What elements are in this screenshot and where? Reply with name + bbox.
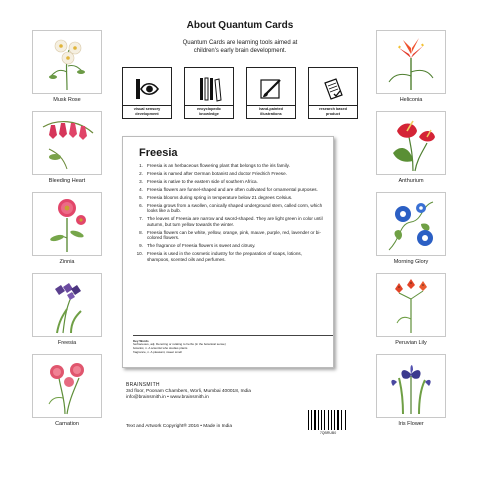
keywords-section — [133, 340, 323, 355]
fact-item: 3. Freesia is native to the eastern side of southern Africa. — [139, 179, 258, 184]
subtitle-line: children's early brain development. — [193, 48, 287, 54]
flower-label: Morning Glory — [393, 259, 429, 265]
freesia-illustration — [37, 275, 97, 335]
flower-card-anthurium — [376, 111, 446, 192]
fact-item: 4. Freesia flowers are funnel-shaped and are often cultivated for ornamental purposes. — [139, 187, 318, 192]
keywords-divider — [133, 335, 333, 336]
barcode-number: 7QBRUB0 — [319, 431, 337, 435]
zinnia-illustration — [37, 194, 97, 254]
fact-item: 5. Freesia blooms during spring in temperature below 21 degrees Celsius. — [139, 195, 293, 200]
copyright-notice: Text and Artwork Copyright® 2016 • Made in India — [126, 424, 233, 429]
flower-card-morning-glory — [376, 192, 446, 273]
publisher-info — [126, 382, 251, 402]
badge-visual-sensory — [122, 67, 172, 119]
brush-icon — [258, 76, 284, 102]
info-card-title: Freesia — [139, 147, 178, 159]
badge-label: encyclopedic — [196, 107, 222, 112]
iris-flower-illustration — [381, 356, 441, 416]
barcode-stripe — [346, 410, 347, 430]
anthurium-illustration — [381, 113, 441, 173]
fact-item: 10. Freesia is used in the cosmetic industry for the preparation of soaps, lotions, shampoos, scented oils and perfumes. — [136, 251, 302, 262]
keyword-entry: fragrance, n. A pleasant, sweet smell — [133, 350, 182, 355]
subtitle-line: Quantum Cards are learning tools aimed at — [182, 40, 298, 46]
badge-label: knowledge — [199, 111, 219, 116]
keywords-title: Key Words — [133, 338, 149, 343]
fact-item: 6. Freesia grows from a swollen, conically shaped underground stem, called corm, which looks like a bulb. — [139, 203, 323, 214]
badge-hand-painted — [246, 67, 296, 119]
flower-label: Freesia — [57, 340, 77, 346]
flower-card-iris-flower — [376, 354, 446, 435]
publisher-name: BRAINSMITH — [126, 382, 160, 388]
badge-label: product — [325, 111, 341, 116]
flower-card-peruvian-lily — [376, 273, 446, 354]
flower-label: Carnation — [55, 421, 79, 427]
page-subtitle — [118, 39, 362, 55]
publisher-address: 3rd floor, Poonam Chambers, Worli, Mumbai 400018, India — [126, 388, 251, 394]
book-icon — [196, 76, 222, 102]
barcode — [308, 410, 348, 438]
fact-item: 1. Freesia is an herbaceous flowering plant that belongs to the iris family. — [139, 163, 290, 168]
badge-label: development — [135, 111, 159, 116]
eye-icon — [134, 76, 160, 102]
checklist-icon — [320, 76, 346, 102]
flower-label: Musk Rose — [53, 97, 81, 103]
peruvian-lily-illustration — [381, 275, 441, 335]
musk-rose-illustration — [37, 32, 97, 92]
flower-card-heliconia — [376, 30, 446, 111]
carnation-illustration — [37, 356, 97, 416]
feature-badges — [122, 67, 358, 119]
badge-research-based — [308, 67, 358, 119]
flower-label: Bleeding Heart — [48, 178, 86, 184]
heliconia-illustration — [381, 32, 441, 92]
flower-card-zinnia — [32, 192, 102, 273]
publisher-contact: info@brainsmith.in • www.brainsmith.in — [126, 395, 209, 401]
flower-card-musk-rose — [32, 30, 102, 111]
barcode-bars — [308, 410, 348, 430]
morning-glory-illustration — [381, 194, 441, 254]
about-section — [118, 0, 362, 119]
freesia-info-card — [122, 136, 334, 368]
badge-encyclopedic — [184, 67, 234, 119]
flower-label: Iris Flower — [398, 421, 424, 427]
flower-label: Anthurium — [398, 178, 424, 184]
fact-item: 9. The fragrance of Freesia flowers is sweet and citrusy. — [139, 243, 256, 249]
fact-list — [133, 163, 323, 262]
bleeding-heart-illustration — [37, 113, 97, 173]
badge-label: research based — [319, 107, 347, 112]
right-card-column — [376, 30, 448, 435]
flower-label: Heliconia — [399, 97, 423, 103]
keyword-entry: herbaceous, adj. Denoting or relating to herbs (in the botanical sense) — [133, 342, 226, 347]
page-title: About Quantum Cards — [186, 20, 294, 31]
fact-item: 8. Freesia flowers can be white, yellow, orange, pink, mauve, purple, red, lavender or bi-colored flowers. — [139, 229, 321, 241]
keyword-entry: botanist, n. A scientist who studies plants — [133, 346, 188, 351]
flower-card-freesia — [32, 273, 102, 354]
flower-card-bleeding-heart — [32, 111, 102, 192]
left-card-column — [32, 30, 104, 435]
fact-item: 2. Freesia is named after German botanist and doctor Friedrich Freese. — [139, 171, 287, 176]
badge-label: hand-painted — [259, 107, 283, 112]
badge-label: illustrations — [260, 111, 282, 116]
flower-label: Peruvian Lily — [395, 340, 427, 346]
flower-card-carnation — [32, 354, 102, 435]
fact-item: 7. The leaves of Freesia are narrow and sword-shaped. They are light green in color until autumn, but turn yellow towards the winter. — [139, 216, 323, 227]
badge-label: visual sensory — [133, 107, 161, 112]
flower-label: Zinnia — [59, 259, 75, 265]
